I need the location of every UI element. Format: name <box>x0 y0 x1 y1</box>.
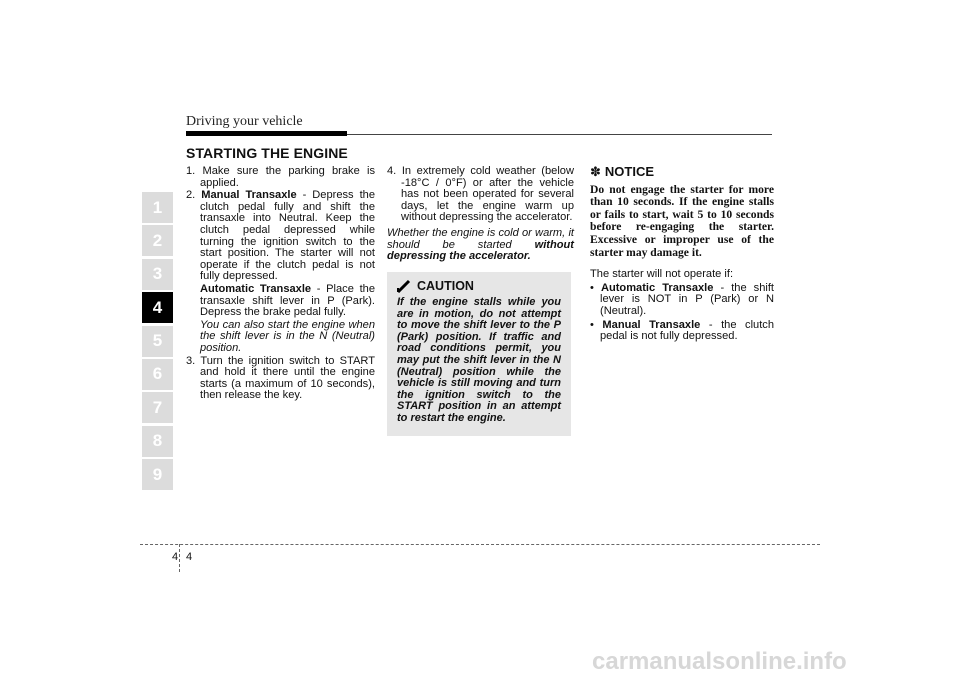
step-1-text: Make sure the parking brake is applied. <box>200 165 375 189</box>
automatic-transaxle-paragraph <box>186 284 375 319</box>
chapter-tab-8[interactable]: 8 <box>142 426 173 457</box>
header-rule-thin <box>347 134 772 135</box>
bullet-automatic <box>590 283 774 318</box>
notice-icon: ✽ <box>590 164 601 179</box>
step-4-number: 4. <box>387 165 397 177</box>
warm-cold-bold: without depressing the accelerator. <box>387 238 574 263</box>
warm-cold-note <box>387 228 574 263</box>
automatic-transaxle-text: - Place the transaxle shift lever in P (Park). Depress the brake pedal fully. <box>200 282 375 319</box>
step-1 <box>186 166 375 189</box>
footer-chapter-number: 4 <box>172 551 179 563</box>
chapter-tab-7[interactable]: 7 <box>142 392 173 423</box>
caution-box <box>387 272 571 436</box>
section-heading: STARTING THE ENGINE <box>186 145 348 161</box>
watermark: carmanualsonline.info <box>592 648 847 675</box>
bullet-icon: • <box>590 281 601 294</box>
bullet-manual-text: - the clutch pedal is not fully depressed. <box>600 318 774 343</box>
step-2-bold: Manual Transaxle <box>201 189 297 202</box>
bullet-manual <box>590 320 774 343</box>
chapter-index <box>142 192 173 493</box>
chapter-tab-5[interactable]: 5 <box>142 326 173 357</box>
chapter-tab-4[interactable]: 4 <box>142 292 173 323</box>
notice-label: NOTICE <box>604 164 655 179</box>
step-2-text: - Depress the clutch pedal fully and shift the transaxle into Neutral. Keep the clutch pedal depressed while turning the ignition switch to the start position. The starter will not operate if the clutch pedal is not fully depressed. <box>200 189 375 283</box>
step-4 <box>387 166 574 224</box>
page-header-title: Driving your vehicle <box>186 114 303 129</box>
footer-page-number: 4 <box>186 551 193 563</box>
bullet-icon: • <box>590 318 603 331</box>
step-2 <box>186 190 375 283</box>
automatic-transaxle-bold: Automatic Transaxle <box>200 282 312 295</box>
footer-rule <box>140 544 820 545</box>
header-rule-thick <box>186 131 347 136</box>
step-2-number: 2. <box>186 189 196 202</box>
column-right <box>590 166 774 343</box>
neutral-start-note: You can also start the engine when the shift lever is in the N (Neutral) position. <box>200 318 375 354</box>
caution-icon <box>397 279 411 293</box>
chapter-tab-6[interactable]: 6 <box>142 359 173 390</box>
chapter-tab-3[interactable]: 3 <box>142 259 173 290</box>
step-1-number: 1. <box>186 165 196 177</box>
chapter-tab-2[interactable]: 2 <box>142 225 173 256</box>
step-3-number: 3. <box>186 354 196 367</box>
starter-intro: The starter will not operate if: <box>590 268 734 281</box>
step-3 <box>186 356 375 402</box>
footer-divider <box>179 544 181 572</box>
chapter-tab-9[interactable]: 9 <box>142 459 173 490</box>
bullet-automatic-text: - the shift lever is NOT in P (Park) or N (Neutral). <box>600 281 775 317</box>
column-middle <box>387 166 574 263</box>
step-3-text: Turn the ignition switch to START and hold it there until the engine starts (a maximum of 10 seconds), then release the key. <box>200 354 375 402</box>
column-left <box>186 166 375 403</box>
caution-label: CAUTION <box>417 279 474 293</box>
bullet-manual-bold: Manual Transaxle <box>602 318 701 331</box>
warm-cold-italic: Whether the engine is cold or warm, it should be started <box>387 226 574 251</box>
bullet-automatic-bold: Automatic Transaxle <box>600 281 714 294</box>
notice-body: Do not engage the starter for more than 10 seconds. If the engine stalls or fails to start, wait 5 to 10 seconds before re-engaging the starter. Excessive or improper use of the starter may damage it. <box>590 182 774 259</box>
caution-header <box>397 279 561 293</box>
step-4-text: In extremely cold weather (below -18°C / 0°F) or after the vehicle has not been operated for several days, let the engine warm up without depressing the accelerator. <box>401 165 574 224</box>
notice-header <box>590 166 774 178</box>
chapter-tab-1[interactable]: 1 <box>142 192 173 223</box>
caution-text: If the engine stalls while you are in motion, do not attempt to move the shift lever to the P (Park) position. If traffic and road conditions permit, you may put the shift lever in the N (Neutral) position while the vehicle is still moving and turn the ignition switch to the START position in an attempt to restart the engine. <box>397 296 561 424</box>
